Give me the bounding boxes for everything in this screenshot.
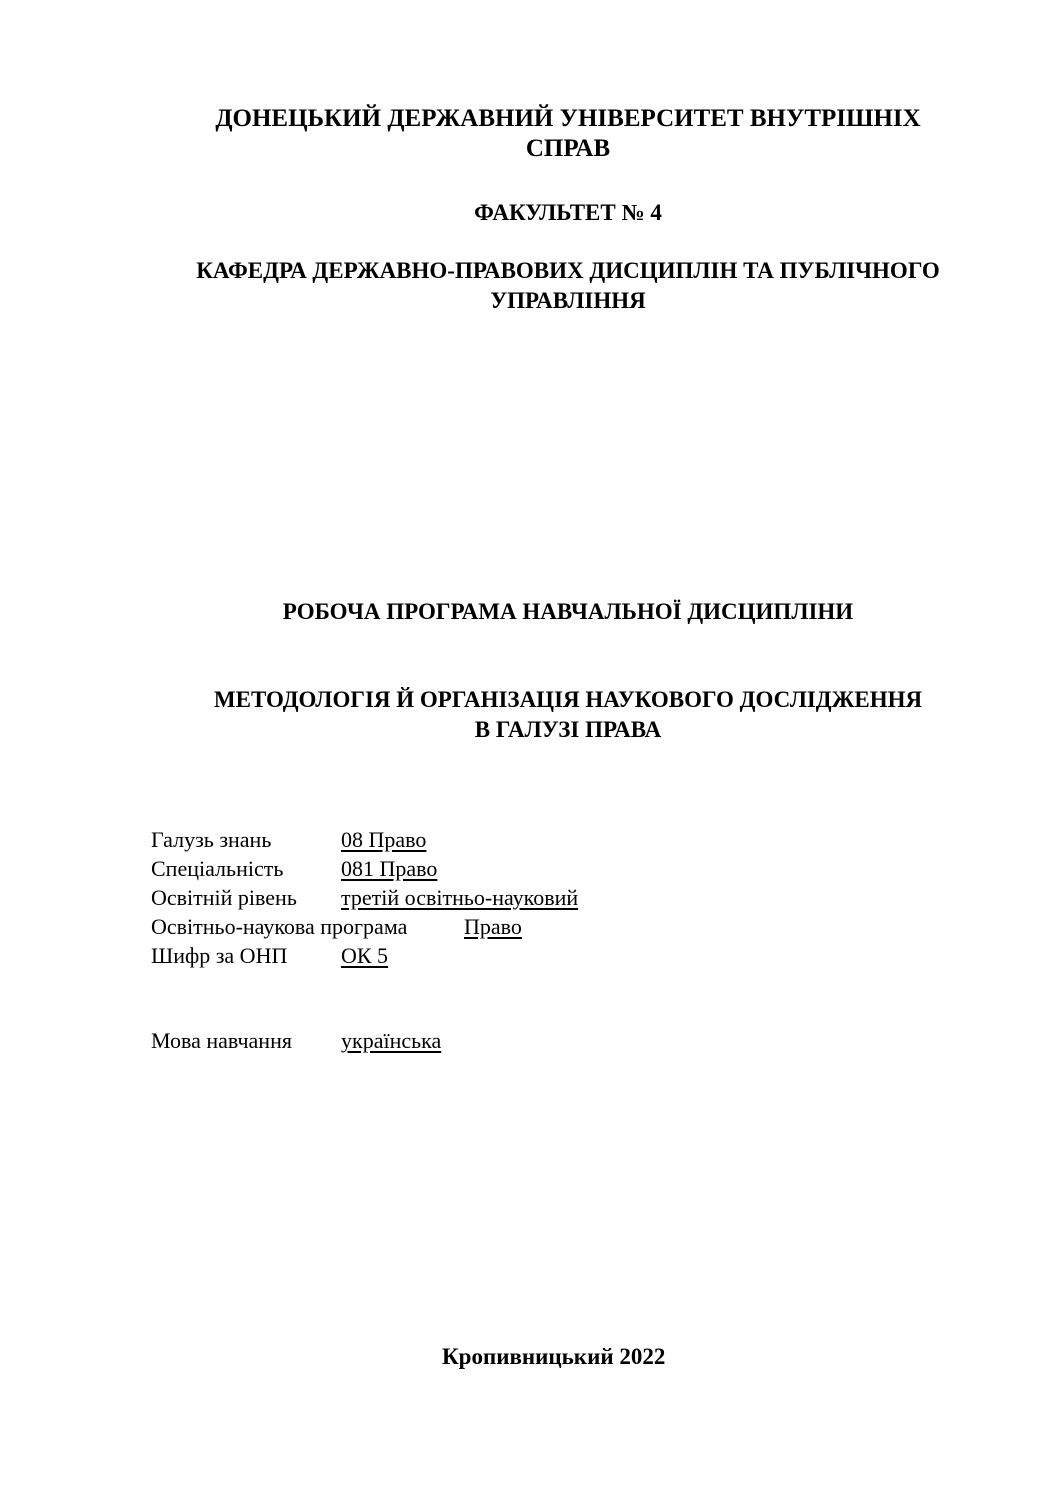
specialty-label: Спеціальність	[151, 856, 284, 881]
department-name-line-1: КАФЕДРА ДЕРЖАВНО-ПРАВОВИХ ДИСЦИПЛІН ТА ПУБЛІЧНОГО	[196, 258, 940, 283]
faculty-name: ФАКУЛЬТЕТ № 4	[474, 200, 662, 225]
program-value: Право	[464, 914, 522, 939]
course-title-line-2: В ГАЛУЗІ ПРАВА	[474, 717, 662, 742]
field-label: Галузь знань	[151, 827, 272, 852]
program-title: РОБОЧА ПРОГРАМА НАВЧАЛЬНОЇ ДИСЦИПЛІНИ	[282, 599, 854, 624]
level-label: Освітній рівень	[151, 885, 297, 910]
language-value: українська	[341, 1028, 442, 1053]
code-value: ОК 5	[341, 943, 389, 968]
code-label: Шифр за ОНП	[151, 943, 288, 968]
language-label: Мова навчання	[151, 1028, 292, 1053]
field-value: 08 Право	[341, 827, 427, 852]
course-title	[140, 685, 996, 745]
program-label: Освітньо-наукова програма	[151, 914, 408, 939]
university-name-line-2: СПРАВ	[525, 135, 611, 162]
specialty-value: 081 Право	[341, 856, 438, 881]
university-name-line-1: ДОНЕЦЬКИЙ ДЕРЖАВНИЙ УНІВЕРСИТЕТ ВНУТРІШНІХ	[215, 105, 921, 132]
department-name	[140, 256, 996, 316]
department-name-line-2: УПРАВЛІННЯ	[490, 288, 646, 313]
city-year: Кропивницький 2022	[442, 1344, 666, 1369]
course-title-line-1: МЕТОДОЛОГІЯ Й ОРГАНІЗАЦІЯ НАУКОВОГО ДОСЛІДЖЕННЯ	[213, 687, 923, 712]
university-name	[140, 104, 996, 164]
level-value: третій освітньо-науковий	[341, 885, 579, 910]
